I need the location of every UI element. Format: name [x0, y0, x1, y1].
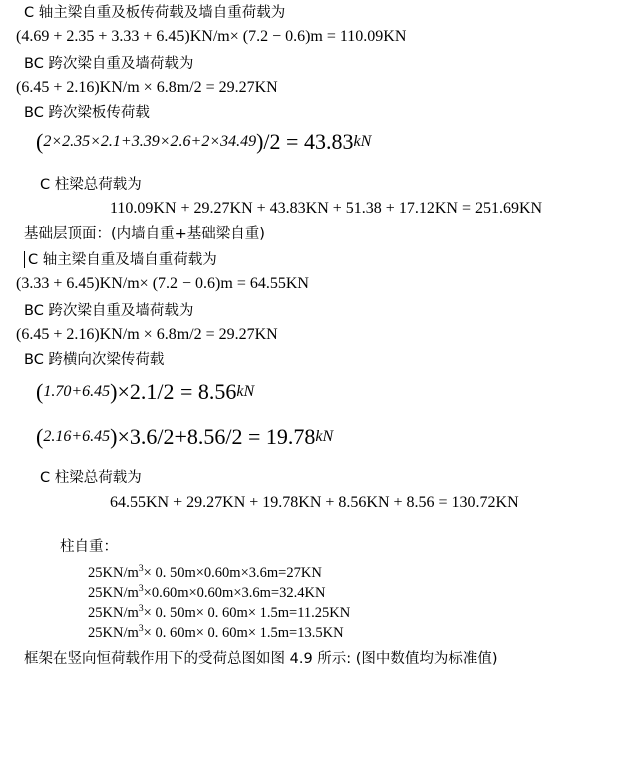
figure-reference-line: 框架在竖向恒荷载作用下的受荷总图如图 4.9 所示: (图中数值均为标准值) — [24, 651, 498, 667]
formula-line: (6.45 + 2.16)KN/m × 6.8m/2 = 29.27KN — [16, 326, 278, 343]
cubic-exponent: 3 — [138, 603, 144, 615]
formula-line: (6.45 + 2.16)KN/m × 6.8m/2 = 29.27KN — [16, 79, 278, 96]
paragraph-line: BC 跨横向次梁传荷载 — [24, 352, 165, 368]
paragraph-line: C 柱梁总荷载为 — [40, 177, 142, 193]
column-weight-line — [88, 603, 351, 622]
cubic-exponent: 3 — [138, 623, 144, 635]
column-weight-rest: × 0. 60m× 0. 60m× 1.5m=13.5KN — [143, 625, 344, 641]
paragraph-line: C 柱梁总荷载为 — [40, 470, 142, 486]
paragraph-line: BC 跨次梁自重及墙荷载为 — [24, 303, 194, 319]
section-label-column-weight: 柱自重： — [60, 539, 118, 555]
formula-tail: )/2 = 43.83 — [256, 129, 354, 154]
column-weight-line — [88, 563, 322, 582]
formula-unit: kN — [236, 383, 255, 400]
cubic-exponent: 3 — [138, 583, 144, 595]
formula-line-boxed — [36, 380, 254, 404]
paren-open: ( — [36, 379, 44, 404]
column-weight-prefix: 25KN/m — [88, 585, 139, 601]
paragraph-line: BC 跨次梁自重及墙荷载为 — [24, 56, 194, 72]
paragraph-line: 基础层顶面：(内墙自重+基础梁自重) — [24, 226, 265, 242]
paren-open: ( — [36, 129, 44, 154]
column-weight-line — [88, 623, 344, 642]
text-cursor — [24, 251, 25, 268]
column-weight-prefix: 25KN/m — [88, 625, 139, 641]
formula-unit: kN — [315, 428, 334, 445]
formula-body: 1.70+6.45 — [43, 383, 111, 400]
formula-line: (3.33 + 6.45)KN/m× (7.2 − 0.6)m = 64.55KN — [16, 275, 309, 292]
column-weight-prefix: 25KN/m — [88, 605, 139, 621]
column-weight-rest: × 0. 50m× 0. 60m× 1.5m=11.25KN — [143, 605, 351, 621]
formula-body: 2.16+6.45 — [43, 428, 111, 445]
paragraph-line: BC 跨次梁板传荷载 — [24, 105, 150, 121]
column-weight-rest: × 0. 50m×0.60m×3.6m=27KN — [143, 565, 322, 581]
formula-line: 64.55KN + 29.27KN + 19.78KN + 8.56KN + 8.56 = 130.72KN — [110, 494, 519, 511]
column-weight-prefix: 25KN/m — [88, 565, 139, 581]
formula-line: (4.69 + 2.35 + 3.33 + 6.45)KN/m× (7.2 − 0.6)m = 110.09KN — [16, 28, 407, 45]
cubic-exponent: 3 — [138, 563, 144, 575]
column-weight-rest: ×0.60m×0.60m×3.6m=32.4KN — [143, 585, 326, 601]
formula-line: 110.09KN + 29.27KN + 43.83KN + 51.38 + 17.12KN = 251.69KN — [110, 200, 543, 217]
formula-unit: kN — [353, 133, 372, 150]
formula-line-boxed — [36, 425, 333, 449]
column-weight-line — [88, 583, 326, 602]
formula-line-boxed — [36, 130, 371, 154]
formula-tail: )×2.1/2 = 8.56 — [110, 379, 237, 404]
formula-tail: )×3.6/2+8.56/2 = 19.78 — [110, 424, 316, 449]
paragraph-line: C 轴主梁自重及板传荷载及墙自重荷载为 — [24, 5, 286, 21]
paren-open: ( — [36, 424, 44, 449]
paragraph-line: C 轴主梁自重及墙自重荷载为 — [28, 252, 217, 268]
formula-body: 2×2.35×2.1+3.39×2.6+2×34.49 — [43, 133, 257, 150]
